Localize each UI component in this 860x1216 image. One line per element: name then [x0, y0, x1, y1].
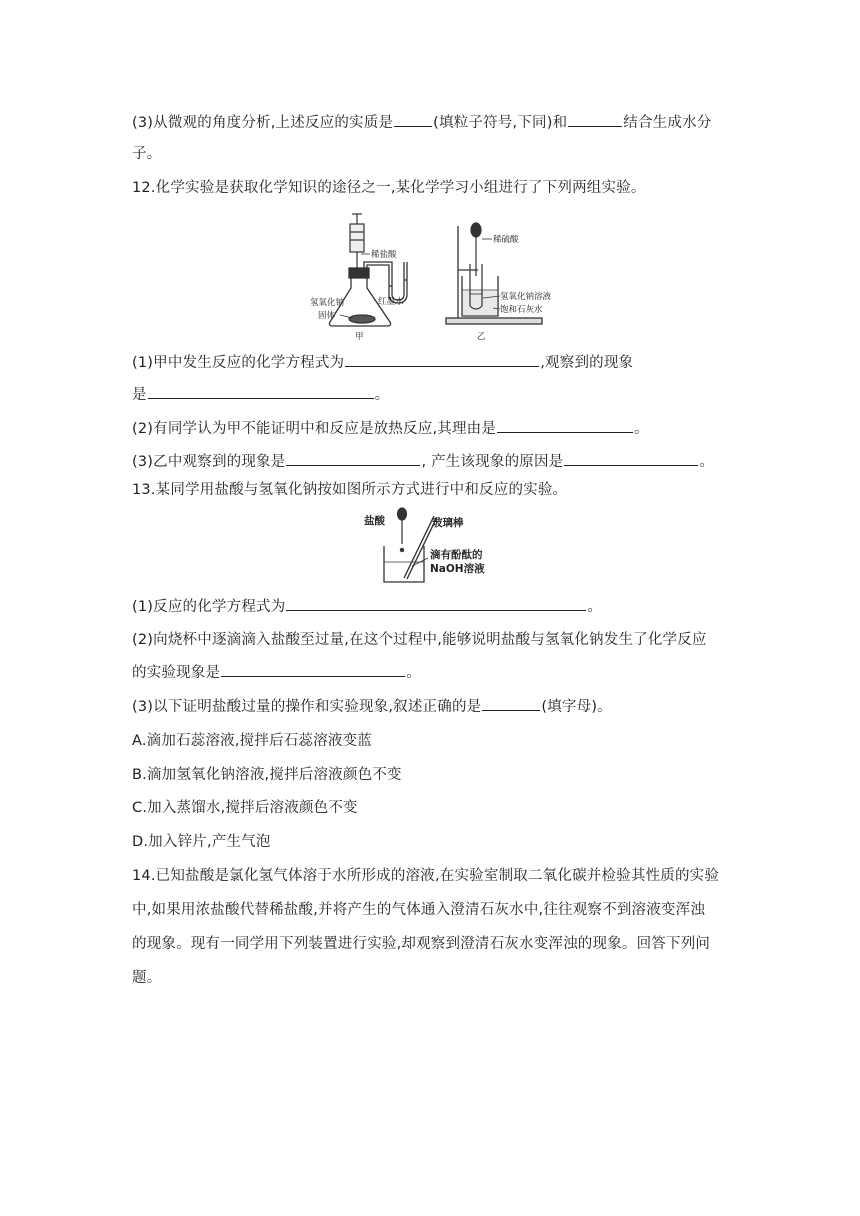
- q12-part1-line2: [132, 384, 389, 405]
- answer-blank[interactable]: [497, 418, 633, 433]
- q12-part1-text-d: 。: [374, 387, 390, 403]
- jia-water-label: 红墨水: [378, 297, 404, 307]
- q13-option-a: [132, 731, 372, 751]
- yi-caption: 乙: [477, 332, 486, 342]
- q11-part3-text-a: (3)从微观的角度分析,上述反应的实质是: [132, 115, 394, 131]
- jia-solid-label-2: 固体: [318, 311, 336, 321]
- q12-part2: [132, 418, 649, 439]
- q12-part1-line1: [132, 352, 633, 373]
- q13-stem-text: 13.某同学用盐酸与氢氧化钠按如图所示方式进行中和反应的实验。: [132, 482, 568, 498]
- answer-blank[interactable]: [345, 352, 539, 367]
- yi-lime-label: 饱和石灰水: [500, 305, 543, 315]
- q12-part3-text-c: 。: [699, 454, 715, 470]
- q11-part3-line1: [132, 112, 711, 133]
- syringe-icon: [350, 214, 364, 270]
- beaker-icon: [462, 276, 498, 316]
- q12-part3-text-b: , 产生该现象的原因是: [421, 454, 564, 470]
- q13-part3-text-a: (3)以下证明盐酸过量的操作和实验现象,叙述正确的是: [132, 699, 482, 715]
- answer-blank[interactable]: [148, 384, 374, 399]
- q13-part1-text-a: (1)反应的化学方程式为: [132, 599, 286, 615]
- dropper-icon: [471, 223, 481, 276]
- option-d-text: D.加入锌片,产生气泡: [132, 834, 271, 850]
- q13-stem: [132, 480, 567, 500]
- q12-stem-text: 12.化学实验是获取化学知识的途径之一,某化学学习小组进行了下列两组实验。: [132, 180, 646, 196]
- q13-part2-line1: [132, 630, 707, 650]
- q12-part1-text-c: 是: [132, 387, 147, 403]
- q12-stem: [132, 178, 646, 198]
- option-c-text: C.加入蒸馏水,搅拌后溶液颜色不变: [132, 800, 358, 816]
- yi-acid-label: 稀硫酸: [493, 235, 519, 245]
- acid-label: 盐酸: [364, 515, 385, 527]
- yi-solution-label: 氢氧化钠溶液: [500, 292, 552, 302]
- q12-part3-text-a: (3)乙中观察到的现象是: [132, 454, 286, 470]
- answer-blank[interactable]: [394, 112, 432, 127]
- q13-part1-text-b: 。: [587, 599, 603, 615]
- q14-text-1: 14.已知盐酸是氯化氢气体溶于水所形成的溶液,在实验室制取二氧化碳并检验其性质的实验: [132, 868, 720, 884]
- q13-option-c: [132, 798, 358, 818]
- q12-part1-text-a: (1)甲中发生反应的化学方程式为: [132, 355, 345, 371]
- q12-part2-text-a: (2)有同学认为甲不能证明中和反应是放热反应,其理由是: [132, 421, 497, 437]
- answer-blank[interactable]: [482, 696, 540, 711]
- q13-figure: [360, 506, 510, 586]
- answer-blank[interactable]: [564, 451, 698, 466]
- dropper-icon: [398, 508, 407, 552]
- q11-part3-text-c: 结合生成水分: [623, 115, 712, 131]
- q13-part3: [132, 696, 612, 717]
- solution-label-2: NaOH溶液: [430, 563, 485, 575]
- solution-label: 滴有酚酞的: [430, 549, 483, 561]
- q13-part2-text-a: (2)向烧杯中逐滴滴入盐酸至过量,在这个过程中,能够说明盐酸与氢氧化钠发生了化学反应: [132, 632, 707, 648]
- q14-text-2: 中,如果用浓盐酸代替稀盐酸,并将产生的气体通入澄清石灰水中,往往观察不到溶液变浑浊: [132, 902, 706, 918]
- q12-figure: [300, 212, 560, 344]
- q14-text-4: 题。: [132, 970, 162, 986]
- q13-option-d: [132, 832, 271, 852]
- option-b-text: B.滴加氢氧化钠溶液,搅拌后溶液颜色不变: [132, 767, 402, 783]
- q12-part1-text-b: ,观察到的现象: [540, 355, 634, 371]
- q14-line2: [132, 900, 705, 920]
- q13-part2-line2: [132, 662, 421, 683]
- q14-line1: [132, 866, 719, 886]
- jia-acid-label: 稀盐酸: [371, 250, 397, 260]
- answer-blank[interactable]: [568, 112, 622, 127]
- q11-part3-line2: [132, 144, 161, 164]
- q14-line4: [132, 968, 161, 988]
- q14-text-3: 的现象。现有一同学用下列装置进行实验,却观察到澄清石灰水变浑浊的现象。回答下列问: [132, 936, 711, 952]
- q12-part3: [132, 451, 714, 472]
- q11-part3-text-d: 子。: [132, 146, 162, 162]
- jia-solid-label: 氢氧化钠: [310, 298, 345, 308]
- q12-part2-text-b: 。: [634, 421, 649, 437]
- q14-line3: [132, 934, 710, 954]
- answer-blank[interactable]: [286, 596, 586, 611]
- q13-option-b: [132, 765, 402, 785]
- q13-part2-text-b: 的实验现象是: [132, 665, 221, 681]
- option-a-text: A.滴加石蕊溶液,搅拌后石蕊溶液变蓝: [132, 733, 372, 749]
- rod-label: 玻璃棒: [432, 517, 464, 529]
- answer-blank[interactable]: [286, 451, 420, 466]
- q11-part3-text-b: (填粒子符号,下同)和: [433, 115, 568, 131]
- q13-part1: [132, 596, 602, 617]
- jia-caption: 甲: [355, 332, 364, 342]
- q13-part2-text-c: 。: [406, 665, 421, 681]
- answer-blank[interactable]: [221, 662, 405, 677]
- q13-part3-text-b: (填字母)。: [541, 699, 612, 715]
